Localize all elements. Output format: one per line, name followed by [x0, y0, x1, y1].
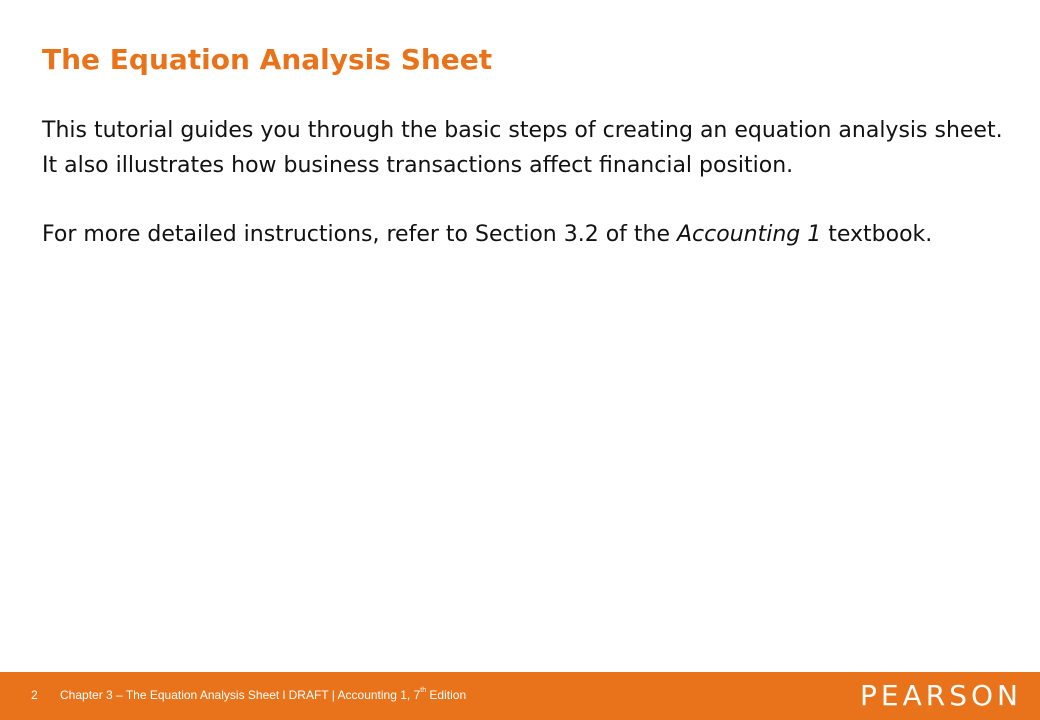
footer-bar [0, 672, 1040, 720]
pearson-logo: PEARSON [860, 679, 1022, 712]
instructions-text-end: textbook. [821, 222, 933, 247]
slide-title: The Equation Analysis Sheet [42, 43, 493, 76]
footer-separator: l [279, 688, 289, 702]
slide-body [42, 113, 1022, 286]
instructions-text-start: For more detailed instructions, refer to Section 3.2 of the [42, 222, 677, 247]
intro-paragraph: This tutorial guides you through the basic steps of creating an equation analysis sheet. It also illustrates how business transactions affect financial position. [42, 118, 1003, 178]
textbook-title: Accounting 1 [677, 222, 822, 247]
edition-label: Edition [426, 688, 467, 702]
instructions-paragraph [42, 217, 1022, 252]
book-label: Accounting 1, 7 [337, 688, 421, 702]
edition-superscript: th [420, 687, 427, 694]
footer-caption [60, 687, 466, 703]
footer-separator: | [328, 688, 338, 702]
page-number: 2 [31, 688, 38, 702]
chapter-label: Chapter 3 – The Equation Analysis Sheet [60, 688, 280, 702]
draft-label: DRAFT [288, 688, 329, 702]
